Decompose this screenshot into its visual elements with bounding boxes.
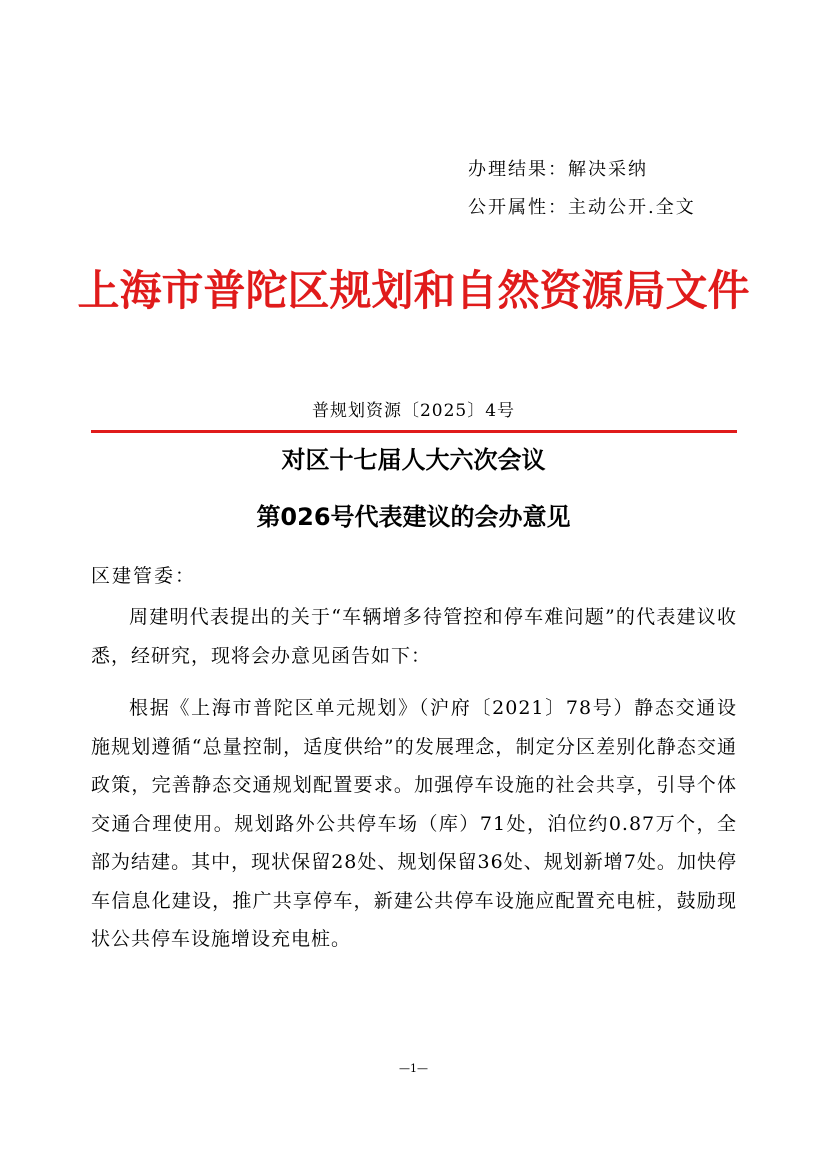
salutation: 区建管委： — [91, 565, 197, 587]
document-number: 普规划资源〔2025〕4号 — [311, 401, 516, 421]
document-title-line-2: 第026号代表建议的会办意见 — [256, 503, 571, 531]
body-paragraph-1: 周建明代表提出的关于“车辆增多待管控和停车难问题”的代表建议收悉，经研究，现将会办意见函告如下： — [91, 606, 737, 667]
red-divider-line — [91, 430, 737, 433]
body-paragraph-2: 根据《上海市普陀区单元规划》（沪府〔2021〕78号）静态交通设施规划遵循“总量控制，适度供给”的发展理念，制定分区差别化静态交通政策，完善静态交通规划配置要求。加强停车设施的社会共享，引导个体交通合理使用。规划路外公共停车场（库）71处，泊位约0.87万个，全部为结建。其中，现状保留28处、规划保留36处、规划新增7处。加快停车信息化建设，推广共享停车，新建公共停车设施应配置充电桩，鼓励现状公共停车设施增设充电桩。 — [91, 697, 737, 950]
document-masthead: 上海市普陀区规划和自然资源局文件 — [77, 266, 750, 315]
document-title-line-1: 对区十七届人大六次会议 — [281, 446, 546, 474]
disclosure-attribute: 公开属性：主动公开.全文 — [468, 197, 696, 218]
handling-result: 办理结果：解决采纳 — [468, 159, 648, 180]
page-number: —1— — [399, 1062, 428, 1075]
